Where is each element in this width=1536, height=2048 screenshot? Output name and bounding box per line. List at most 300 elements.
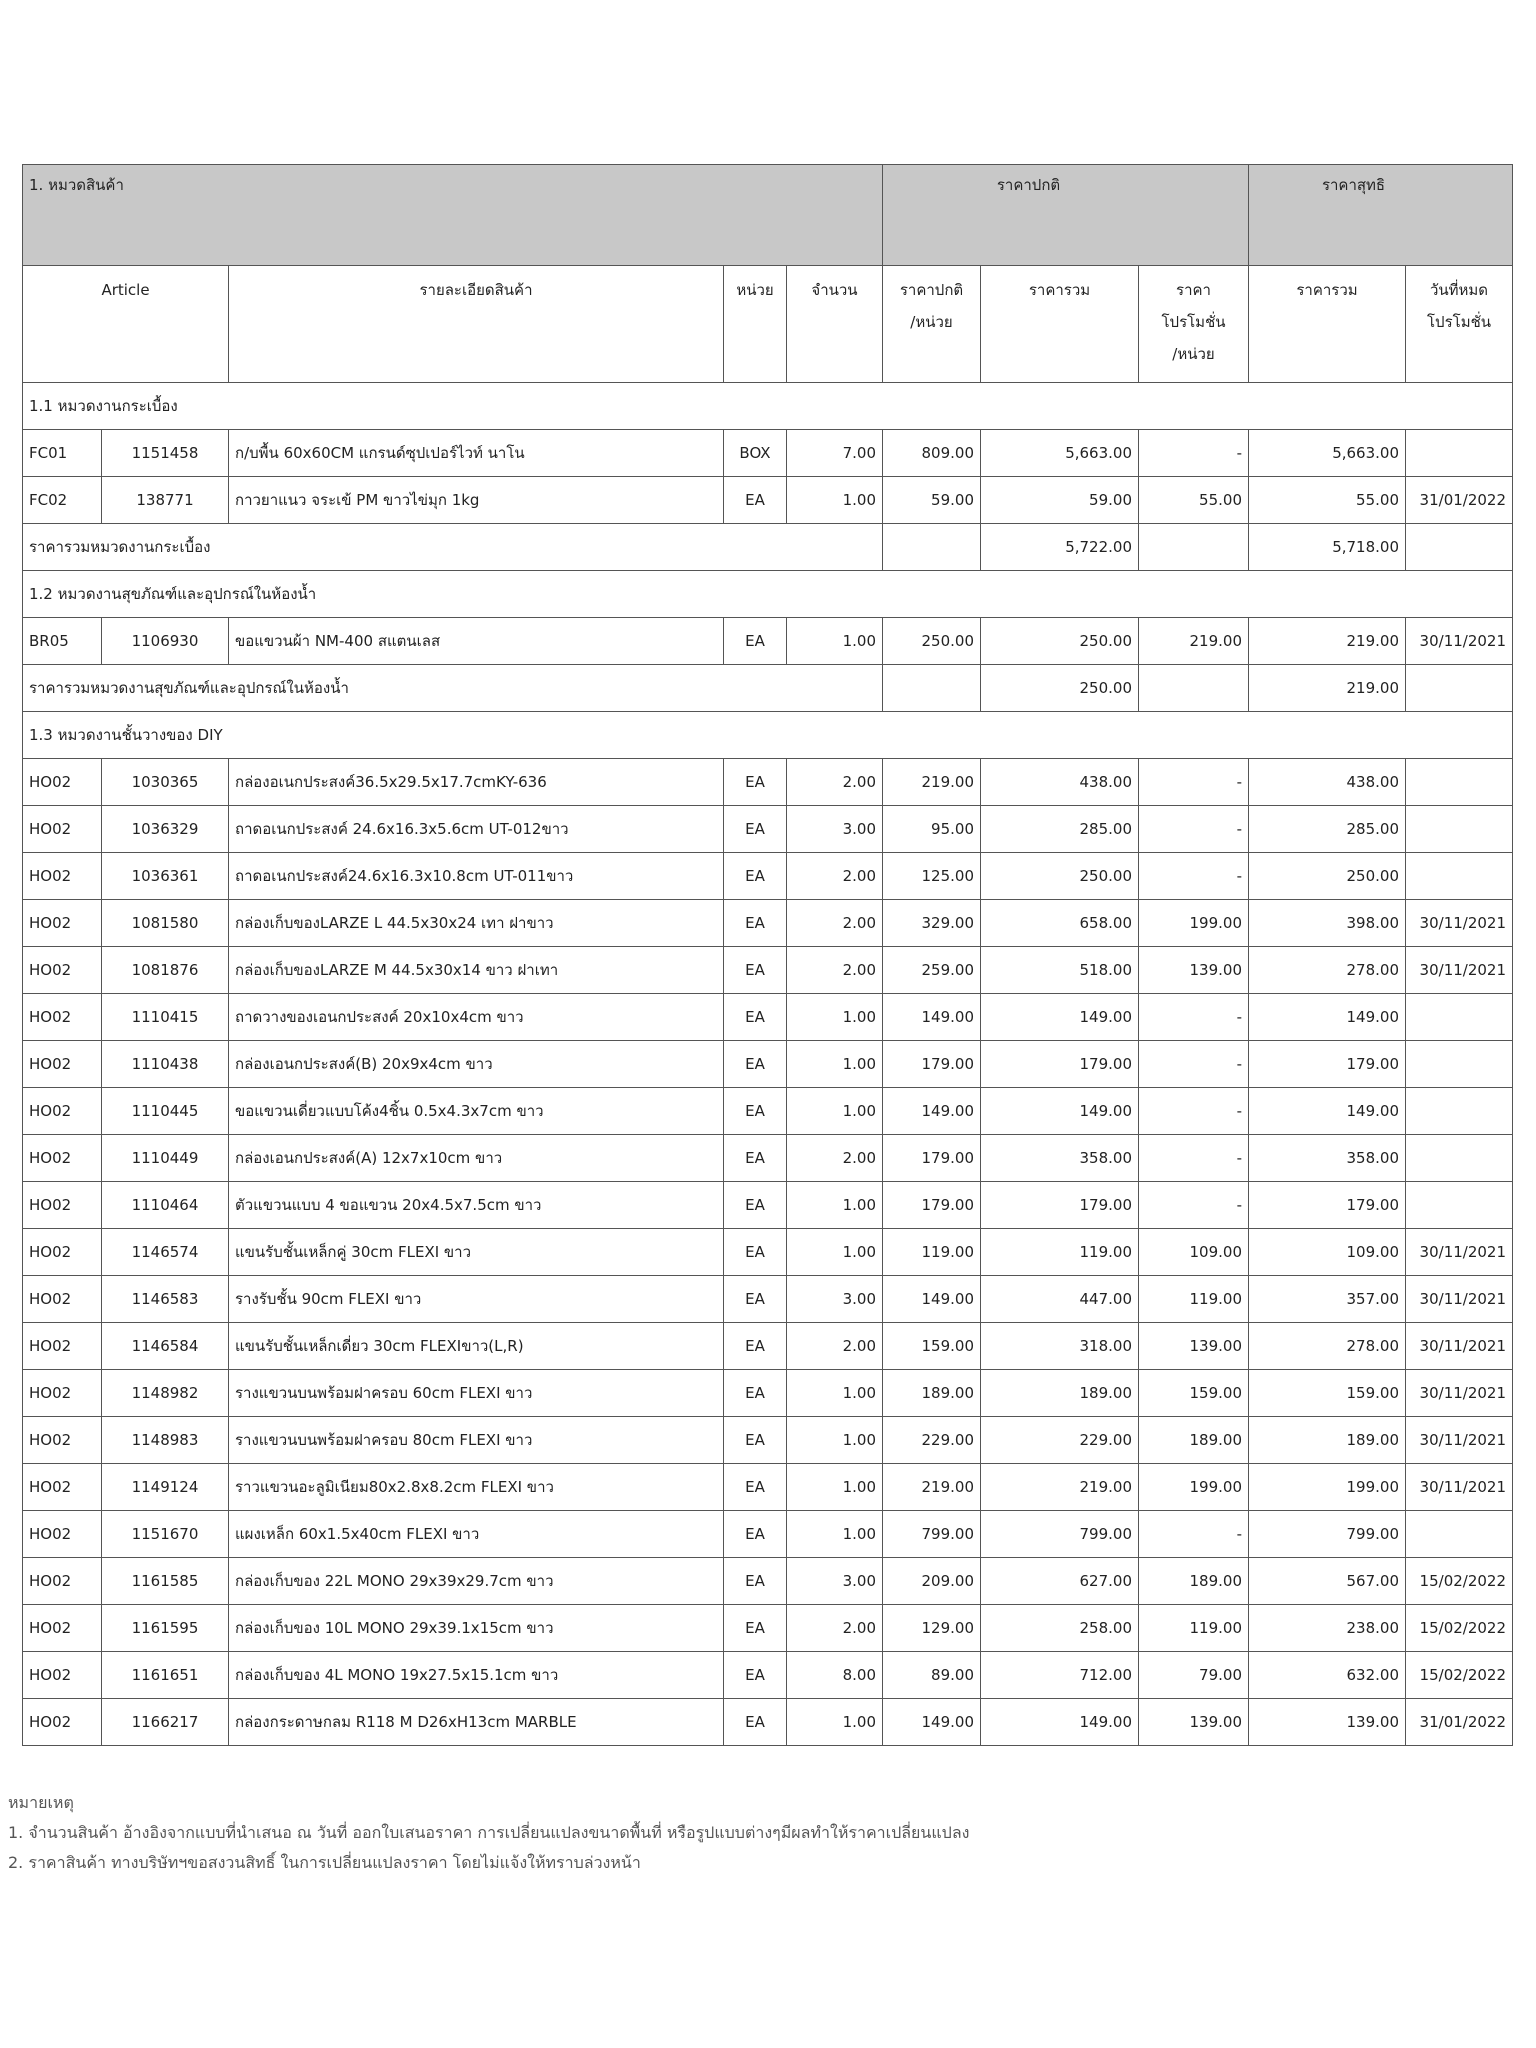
cell-description: แขนรับชั้นเหล็กคู่ 30cm FLEXI ขาว	[229, 1229, 724, 1276]
cell-description: กล่องเก็บของ 10L MONO 29x39.1x15cm ขาว	[229, 1605, 724, 1652]
cell-promo-end: 30/11/2021	[1406, 618, 1513, 665]
cell-article: 1161651	[102, 1652, 229, 1699]
cell-unit-price: 119.00	[883, 1229, 981, 1276]
cell-net-total: 109.00	[1249, 1229, 1406, 1276]
cell-promo-price: 139.00	[1139, 947, 1249, 994]
col-end-line2: โปรโมชั่น	[1427, 313, 1492, 331]
regular-price-group: ราคาปกติ	[883, 165, 1249, 266]
table-row	[23, 947, 1513, 994]
cell-qty: 1.00	[787, 1182, 883, 1229]
cell-promo-end: 30/11/2021	[1406, 1370, 1513, 1417]
cell-description: รางแขวนบนพร้อมฝาครอบ 60cm FLEXI ขาว	[229, 1370, 724, 1417]
cell-promo-price: -	[1139, 430, 1249, 477]
cell-description: กล่องเอนกประสงค์(A) 12x7x10cm ขาว	[229, 1135, 724, 1182]
cell-unit-price: 179.00	[883, 1182, 981, 1229]
table-row	[23, 1558, 1513, 1605]
subtotal-net: 219.00	[1249, 665, 1406, 712]
cell-description: กล่องกระดาษกลม R118 M D26xH13cm MARBLE	[229, 1699, 724, 1746]
col-qty: จำนวน	[787, 266, 883, 383]
cell-article: 1148983	[102, 1417, 229, 1464]
cell-unit: BOX	[724, 430, 787, 477]
cell-qty: 1.00	[787, 1511, 883, 1558]
subtotal-blank	[883, 665, 981, 712]
cell-code: HO02	[23, 1088, 102, 1135]
cell-promo-price: 199.00	[1139, 900, 1249, 947]
cell-article: 1110445	[102, 1088, 229, 1135]
cell-unit: EA	[724, 1417, 787, 1464]
quotation-table	[22, 164, 1513, 1746]
cell-total: 318.00	[981, 1323, 1139, 1370]
subtotal-row	[23, 524, 1513, 571]
cell-qty: 2.00	[787, 900, 883, 947]
cell-qty: 1.00	[787, 1370, 883, 1417]
cell-code: HO02	[23, 1699, 102, 1746]
cell-total: 712.00	[981, 1652, 1139, 1699]
cell-unit: EA	[724, 1558, 787, 1605]
cell-promo-end	[1406, 994, 1513, 1041]
cell-description: ขอแขวนเดี่ยวแบบโค้ง4ชิ้น 0.5x4.3x7cm ขาว	[229, 1088, 724, 1135]
cell-total: 438.00	[981, 759, 1139, 806]
cell-total: 179.00	[981, 1182, 1139, 1229]
cell-unit-price: 89.00	[883, 1652, 981, 1699]
cell-description: ราวแขวนอะลูมิเนียม80x2.8x8.2cm FLEXI ขาว	[229, 1464, 724, 1511]
cell-unit: EA	[724, 853, 787, 900]
cell-description: กาวยาแนว จระเข้ PM ขาวไข่มุก 1kg	[229, 477, 724, 524]
cell-article: 1081580	[102, 900, 229, 947]
cell-unit-price: 809.00	[883, 430, 981, 477]
cell-total: 149.00	[981, 1088, 1139, 1135]
cell-code: HO02	[23, 1605, 102, 1652]
col-promo-price	[1139, 266, 1249, 383]
col-unit-price-line1: ราคาปกติ	[899, 281, 964, 299]
subtotal-total: 5,722.00	[981, 524, 1139, 571]
cell-unit-price: 189.00	[883, 1370, 981, 1417]
cell-promo-price: 139.00	[1139, 1699, 1249, 1746]
table-row	[23, 1276, 1513, 1323]
cell-code: HO02	[23, 1182, 102, 1229]
cell-promo-price: 219.00	[1139, 618, 1249, 665]
cell-promo-price: 79.00	[1139, 1652, 1249, 1699]
cell-qty: 3.00	[787, 806, 883, 853]
cell-qty: 2.00	[787, 759, 883, 806]
cell-unit: EA	[724, 1511, 787, 1558]
cell-promo-price: -	[1139, 1088, 1249, 1135]
cell-promo-end	[1406, 1041, 1513, 1088]
cell-description: กล่องเก็บของ 4L MONO 19x27.5x15.1cm ขาว	[229, 1652, 724, 1699]
cell-unit-price: 149.00	[883, 994, 981, 1041]
table-row	[23, 477, 1513, 524]
table-row	[23, 853, 1513, 900]
cell-qty: 2.00	[787, 1323, 883, 1370]
cell-net-total: 278.00	[1249, 947, 1406, 994]
cell-code: HO02	[23, 1464, 102, 1511]
table-row	[23, 618, 1513, 665]
column-header-row	[23, 266, 1513, 383]
cell-qty: 1.00	[787, 1699, 883, 1746]
cell-unit: EA	[724, 1135, 787, 1182]
table-row	[23, 1088, 1513, 1135]
table-row	[23, 1323, 1513, 1370]
cell-total: 5,663.00	[981, 430, 1139, 477]
cell-code: HO02	[23, 1370, 102, 1417]
section-header-row	[23, 383, 1513, 430]
cell-qty: 1.00	[787, 1088, 883, 1135]
cell-unit: EA	[724, 1041, 787, 1088]
table-row	[23, 1652, 1513, 1699]
cell-unit-price: 95.00	[883, 806, 981, 853]
cell-description: ถาดอเนกประสงค์24.6x16.3x10.8cm UT-011ขาว	[229, 853, 724, 900]
cell-promo-end	[1406, 759, 1513, 806]
col-net-total: ราคารวม	[1249, 266, 1406, 383]
note-line-2: 2. ราคาสินค้า ทางบริษัทฯขอสงวนสิทธิ์ ในการเปลี่ยนแปลงราคา โดยไม่แจ้งให้ทราบล่วงหน้า	[8, 1853, 641, 1872]
col-total: ราคารวม	[981, 266, 1139, 383]
col-article: Article	[23, 266, 229, 383]
cell-qty: 1.00	[787, 618, 883, 665]
cell-code: HO02	[23, 853, 102, 900]
cell-promo-end: 31/01/2022	[1406, 477, 1513, 524]
cell-net-total: 278.00	[1249, 1323, 1406, 1370]
cell-promo-end	[1406, 853, 1513, 900]
cell-promo-end: 30/11/2021	[1406, 947, 1513, 994]
cell-promo-end	[1406, 1088, 1513, 1135]
cell-promo-end	[1406, 430, 1513, 477]
cell-unit-price: 250.00	[883, 618, 981, 665]
cell-description: ถาดอเนกประสงค์ 24.6x16.3x5.6cm UT-012ขาว	[229, 806, 724, 853]
cell-total: 189.00	[981, 1370, 1139, 1417]
cell-promo-end	[1406, 1511, 1513, 1558]
cell-unit-price: 159.00	[883, 1323, 981, 1370]
col-end-line1: วันที่หมด	[1429, 281, 1489, 299]
cell-article: 1161585	[102, 1558, 229, 1605]
notes	[8, 1788, 969, 1878]
cell-description: แผงเหล็ก 60x1.5x40cm FLEXI ขาว	[229, 1511, 724, 1558]
table-row	[23, 1229, 1513, 1276]
cell-code: HO02	[23, 1652, 102, 1699]
cell-promo-price: 119.00	[1139, 1605, 1249, 1652]
cell-article: 1110449	[102, 1135, 229, 1182]
cell-description: แขนรับชั้นเหล็กเดี่ยว 30cm FLEXIขาว(L,R)	[229, 1323, 724, 1370]
cell-net-total: 358.00	[1249, 1135, 1406, 1182]
col-unit: หน่วย	[724, 266, 787, 383]
table-row	[23, 806, 1513, 853]
col-promo-line2: โปรโมชั่น	[1161, 313, 1226, 331]
cell-description: ก/บพื้น 60x60CM แกรนด์ซุปเปอร์ไวท์ นาโน	[229, 430, 724, 477]
cell-unit: EA	[724, 1370, 787, 1417]
cell-promo-price: 109.00	[1139, 1229, 1249, 1276]
subtotal-total: 250.00	[981, 665, 1139, 712]
table-row	[23, 1464, 1513, 1511]
cell-code: HO02	[23, 1135, 102, 1182]
cell-description: กล่องเก็บของLARZE L 44.5x30x24 เทา ฝาขาว	[229, 900, 724, 947]
cell-unit: EA	[724, 1652, 787, 1699]
cell-qty: 1.00	[787, 1041, 883, 1088]
cell-unit: EA	[724, 1088, 787, 1135]
cell-article: 1146583	[102, 1276, 229, 1323]
cell-qty: 1.00	[787, 1229, 883, 1276]
table-row	[23, 1041, 1513, 1088]
table-row	[23, 1135, 1513, 1182]
cell-article: 1161595	[102, 1605, 229, 1652]
cell-total: 149.00	[981, 994, 1139, 1041]
cell-unit-price: 329.00	[883, 900, 981, 947]
cell-code: HO02	[23, 1229, 102, 1276]
cell-description: รางรับชั้น 90cm FLEXI ขาว	[229, 1276, 724, 1323]
cell-article: 1149124	[102, 1464, 229, 1511]
cell-article: 138771	[102, 477, 229, 524]
cell-total: 518.00	[981, 947, 1139, 994]
cell-unit-price: 149.00	[883, 1088, 981, 1135]
cell-qty: 1.00	[787, 1464, 883, 1511]
note-line-1: 1. จำนวนสินค้า อ้างอิงจากแบบที่นำเสนอ ณ วันที่ ออกใบเสนอราคา การเปลี่ยนแปลงขนาดพื้นที่ หรือรูปแบบต่างๆมีผลทำให้ราคาเปลี่ยนแปลง	[8, 1823, 970, 1842]
table-row	[23, 1370, 1513, 1417]
subtotal-label: ราคารวมหมวดงานกระเบื้อง	[23, 524, 883, 571]
cell-unit: EA	[724, 947, 787, 994]
col-promo-line3: /หน่วย	[1172, 345, 1215, 363]
cell-unit: EA	[724, 1323, 787, 1370]
cell-net-total: 189.00	[1249, 1417, 1406, 1464]
section-title: 1.2 หมวดงานสุขภัณฑ์และอุปกรณ์ในห้องน้ำ	[23, 571, 1513, 618]
cell-code: HO02	[23, 1511, 102, 1558]
cell-net-total: 179.00	[1249, 1182, 1406, 1229]
table-row	[23, 1182, 1513, 1229]
cell-promo-end	[1406, 806, 1513, 853]
cell-unit-price: 219.00	[883, 1464, 981, 1511]
cell-code: HO02	[23, 806, 102, 853]
cell-article: 1110438	[102, 1041, 229, 1088]
cell-unit-price: 799.00	[883, 1511, 981, 1558]
cell-promo-price: -	[1139, 1182, 1249, 1229]
table-row	[23, 900, 1513, 947]
cell-description: ถาดวางของเอนกประสงค์ 20x10x4cm ขาว	[229, 994, 724, 1041]
subtotal-blank	[883, 524, 981, 571]
cell-promo-price: -	[1139, 994, 1249, 1041]
cell-unit: EA	[724, 1229, 787, 1276]
category-title: 1. หมวดสินค้า	[23, 165, 883, 266]
cell-net-total: 149.00	[1249, 994, 1406, 1041]
cell-net-total: 632.00	[1249, 1652, 1406, 1699]
cell-total: 799.00	[981, 1511, 1139, 1558]
cell-article: 1036329	[102, 806, 229, 853]
cell-promo-end: 30/11/2021	[1406, 1417, 1513, 1464]
subtotal-net: 5,718.00	[1249, 524, 1406, 571]
section-header-row	[23, 712, 1513, 759]
table-row	[23, 430, 1513, 477]
cell-total: 627.00	[981, 1558, 1139, 1605]
cell-qty: 7.00	[787, 430, 883, 477]
col-promo-line1: ราคา	[1176, 281, 1211, 299]
cell-promo-price: -	[1139, 806, 1249, 853]
subtotal-blank	[1406, 665, 1513, 712]
section-title: 1.3 หมวดงานชั้นวางของ DIY	[23, 712, 1513, 759]
cell-qty: 8.00	[787, 1652, 883, 1699]
cell-total: 250.00	[981, 853, 1139, 900]
cell-unit-price: 149.00	[883, 1699, 981, 1746]
cell-net-total: 55.00	[1249, 477, 1406, 524]
cell-article: 1030365	[102, 759, 229, 806]
cell-total: 658.00	[981, 900, 1139, 947]
cell-total: 179.00	[981, 1041, 1139, 1088]
cell-promo-end: 30/11/2021	[1406, 1229, 1513, 1276]
cell-promo-end: 15/02/2022	[1406, 1652, 1513, 1699]
col-description: รายละเอียดสินค้า	[229, 266, 724, 383]
cell-net-total: 238.00	[1249, 1605, 1406, 1652]
cell-net-total: 567.00	[1249, 1558, 1406, 1605]
cell-article: 1151458	[102, 430, 229, 477]
cell-qty: 2.00	[787, 947, 883, 994]
cell-unit-price: 179.00	[883, 1135, 981, 1182]
cell-article: 1110464	[102, 1182, 229, 1229]
net-price-group: ราคาสุทธิ	[1249, 165, 1513, 266]
cell-net-total: 199.00	[1249, 1464, 1406, 1511]
cell-qty: 2.00	[787, 1605, 883, 1652]
col-promo-end	[1406, 266, 1513, 383]
cell-unit: EA	[724, 1182, 787, 1229]
cell-description: กล่องเอนกประสงค์(B) 20x9x4cm ขาว	[229, 1041, 724, 1088]
cell-promo-price: 139.00	[1139, 1323, 1249, 1370]
cell-promo-end: 30/11/2021	[1406, 1464, 1513, 1511]
cell-net-total: 799.00	[1249, 1511, 1406, 1558]
cell-unit: EA	[724, 900, 787, 947]
cell-promo-end: 15/02/2022	[1406, 1605, 1513, 1652]
cell-description: กล่องเก็บของLARZE M 44.5x30x14 ขาว ฝาเทา	[229, 947, 724, 994]
subtotal-blank	[1139, 665, 1249, 712]
cell-code: HO02	[23, 759, 102, 806]
cell-code: FC01	[23, 430, 102, 477]
cell-article: 1106930	[102, 618, 229, 665]
cell-qty: 1.00	[787, 477, 883, 524]
cell-promo-end: 30/11/2021	[1406, 1276, 1513, 1323]
cell-unit: EA	[724, 477, 787, 524]
cell-code: HO02	[23, 1558, 102, 1605]
cell-unit: EA	[724, 1699, 787, 1746]
cell-total: 149.00	[981, 1699, 1139, 1746]
cell-total: 258.00	[981, 1605, 1139, 1652]
cell-unit-price: 149.00	[883, 1276, 981, 1323]
cell-total: 229.00	[981, 1417, 1139, 1464]
cell-unit-price: 125.00	[883, 853, 981, 900]
cell-article: 1166217	[102, 1699, 229, 1746]
cell-total: 219.00	[981, 1464, 1139, 1511]
notes-title: หมายเหตุ	[8, 1793, 74, 1812]
section-title: 1.1 หมวดงานกระเบื้อง	[23, 383, 1513, 430]
cell-net-total: 219.00	[1249, 618, 1406, 665]
cell-promo-end	[1406, 1135, 1513, 1182]
cell-total: 285.00	[981, 806, 1139, 853]
cell-qty: 2.00	[787, 1135, 883, 1182]
cell-total: 358.00	[981, 1135, 1139, 1182]
cell-promo-price: -	[1139, 1511, 1249, 1558]
cell-article: 1151670	[102, 1511, 229, 1558]
cell-qty: 3.00	[787, 1558, 883, 1605]
cell-unit-price: 209.00	[883, 1558, 981, 1605]
cell-code: FC02	[23, 477, 102, 524]
cell-code: HO02	[23, 900, 102, 947]
cell-article: 1148982	[102, 1370, 229, 1417]
cell-code: HO02	[23, 994, 102, 1041]
table-row	[23, 1605, 1513, 1652]
cell-code: BR05	[23, 618, 102, 665]
cell-article: 1146584	[102, 1323, 229, 1370]
cell-promo-price: -	[1139, 1041, 1249, 1088]
cell-unit: EA	[724, 806, 787, 853]
cell-unit-price: 179.00	[883, 1041, 981, 1088]
cell-total: 119.00	[981, 1229, 1139, 1276]
cell-unit: EA	[724, 1464, 787, 1511]
cell-promo-price: -	[1139, 1135, 1249, 1182]
cell-description: ตัวแขวนแบบ 4 ขอแขวน 20x4.5x7.5cm ขาว	[229, 1182, 724, 1229]
cell-promo-price: 55.00	[1139, 477, 1249, 524]
cell-code: HO02	[23, 1323, 102, 1370]
cell-description: กล่องอเนกประสงค์36.5x29.5x17.7cmKY-636	[229, 759, 724, 806]
cell-promo-price: -	[1139, 853, 1249, 900]
cell-unit: EA	[724, 759, 787, 806]
cell-article: 1110415	[102, 994, 229, 1041]
cell-unit: EA	[724, 618, 787, 665]
table-row	[23, 1417, 1513, 1464]
cell-description: รางแขวนบนพร้อมฝาครอบ 80cm FLEXI ขาว	[229, 1417, 724, 1464]
cell-article: 1146574	[102, 1229, 229, 1276]
subtotal-blank	[1406, 524, 1513, 571]
cell-unit-price: 59.00	[883, 477, 981, 524]
cell-unit: EA	[724, 1276, 787, 1323]
cell-unit-price: 259.00	[883, 947, 981, 994]
cell-promo-price: 159.00	[1139, 1370, 1249, 1417]
cell-net-total: 357.00	[1249, 1276, 1406, 1323]
cell-promo-price: 119.00	[1139, 1276, 1249, 1323]
cell-net-total: 159.00	[1249, 1370, 1406, 1417]
table-row	[23, 759, 1513, 806]
cell-promo-price: 199.00	[1139, 1464, 1249, 1511]
cell-unit-price: 219.00	[883, 759, 981, 806]
cell-unit: EA	[724, 994, 787, 1041]
cell-qty: 3.00	[787, 1276, 883, 1323]
cell-unit-price: 229.00	[883, 1417, 981, 1464]
cell-net-total: 149.00	[1249, 1088, 1406, 1135]
cell-promo-end: 31/01/2022	[1406, 1699, 1513, 1746]
col-unit-price-line2: /หน่วย	[910, 313, 953, 331]
cell-code: HO02	[23, 1417, 102, 1464]
cell-promo-price: 189.00	[1139, 1417, 1249, 1464]
cell-net-total: 398.00	[1249, 900, 1406, 947]
cell-unit-price: 129.00	[883, 1605, 981, 1652]
cell-net-total: 139.00	[1249, 1699, 1406, 1746]
cell-promo-price: -	[1139, 759, 1249, 806]
cell-net-total: 5,663.00	[1249, 430, 1406, 477]
subtotal-blank	[1139, 524, 1249, 571]
cell-promo-end: 30/11/2021	[1406, 900, 1513, 947]
cell-article: 1081876	[102, 947, 229, 994]
cell-total: 250.00	[981, 618, 1139, 665]
cell-code: HO02	[23, 947, 102, 994]
cell-code: HO02	[23, 1276, 102, 1323]
cell-net-total: 179.00	[1249, 1041, 1406, 1088]
table-row	[23, 1511, 1513, 1558]
table-row	[23, 994, 1513, 1041]
cell-description: กล่องเก็บของ 22L MONO 29x39x29.7cm ขาว	[229, 1558, 724, 1605]
cell-qty: 1.00	[787, 994, 883, 1041]
subtotal-label: ราคารวมหมวดงานสุขภัณฑ์และอุปกรณ์ในห้องน้ำ	[23, 665, 883, 712]
cell-net-total: 438.00	[1249, 759, 1406, 806]
cell-promo-price: 189.00	[1139, 1558, 1249, 1605]
cell-net-total: 285.00	[1249, 806, 1406, 853]
section-header-row	[23, 571, 1513, 618]
cell-unit: EA	[724, 1605, 787, 1652]
cell-qty: 1.00	[787, 1417, 883, 1464]
table-group-header	[23, 165, 1513, 266]
cell-promo-end: 15/02/2022	[1406, 1558, 1513, 1605]
col-unit-price	[883, 266, 981, 383]
cell-total: 59.00	[981, 477, 1139, 524]
